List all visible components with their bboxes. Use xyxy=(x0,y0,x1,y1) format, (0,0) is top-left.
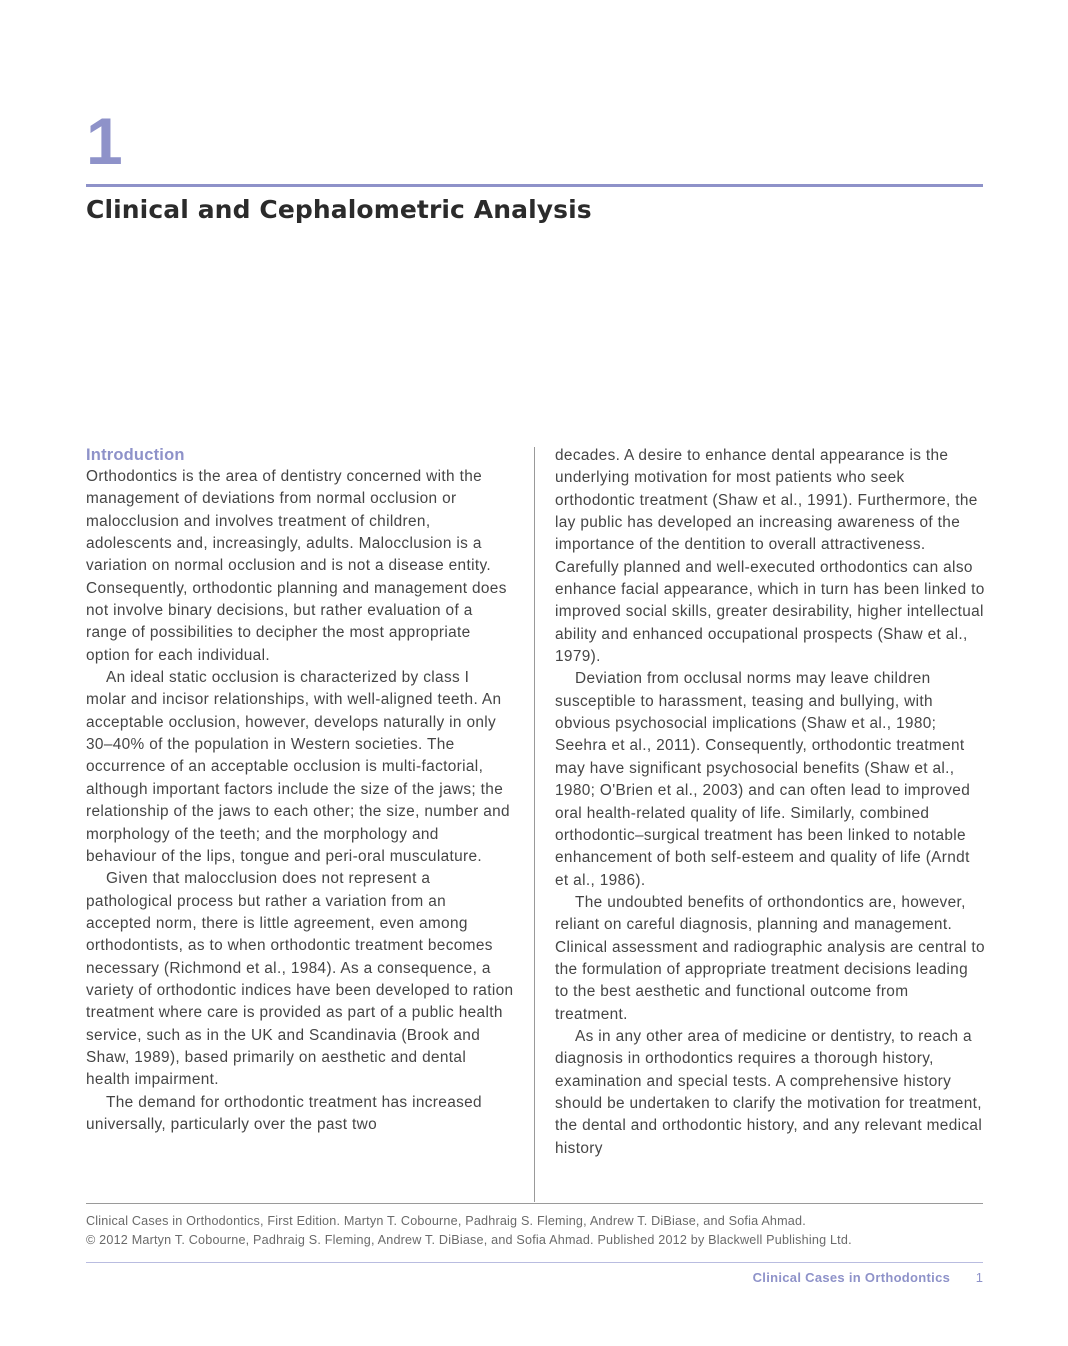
running-title: Clinical Cases in Orthodontics xyxy=(752,1270,951,1285)
column-divider xyxy=(534,447,535,1202)
chapter-title: Clinical and Cephalometric Analysis xyxy=(86,195,592,224)
footer-rule xyxy=(86,1203,983,1204)
paragraph: As in any other area of medicine or dentistry, to reach a diagnosis in orthodontics requires a thorough history, examination and special tests. A comprehensive history should be undertaken to clarify the motivation for treatment, the dental and orthodontic history, and any relevant medical history xyxy=(555,1027,983,1157)
chapter-number: 1 xyxy=(86,104,123,178)
section-heading: Introduction xyxy=(86,446,185,464)
left-column xyxy=(86,444,514,1136)
paragraph: Deviation from occlusal norms may leave children susceptible to harassment, teasing and bullying, with obvious psychosocial implications (Shaw et al., 1980; Seehra et al., 2011). Consequently, orthodontic treatment may have significant psychosocial benefits (Shaw et al., 1980; O'Brien et al., 2003) and can often lead to improved oral health-related quality of life. Similarly, combined orthodontic–surgical treatment has been linked to notable enhancement of both self-esteem and quality of life (Arndt et al., 1986). xyxy=(555,670,971,889)
paragraph: The demand for orthodontic treatment has increased universally, particularly over the past two xyxy=(86,1093,482,1133)
paragraph: Orthodontics is the area of dentistry concerned with the management of deviations from normal occlusion or malocclusion and involves treatment of children, adolescents and, increasingly, adults. Malocclusion is a variation on normal occlusion and is not a disease entity. Consequently, orthodontic planning and management does not involve binary decisions, but rather evaluation of a range of possibilities to decipher the most appropriate option for each individual. xyxy=(86,468,507,664)
paragraph: An ideal static occlusion is characterized by class I molar and incisor relationships, with well-aligned teeth. An acceptable occlusion, however, develops naturally in only 30–40% of the population in Western societies. The occurrence of an acceptable occlusion is multi-factorial, although important factors include the size of the jaws; the relationship of the jaws to each other; the size, number and morphology of the teeth; and the morphology and behaviour of the lips, tongue and peri-oral musculature. xyxy=(86,669,510,865)
paragraph: decades. A desire to enhance dental appearance is the underlying motivation for most patients who seek orthodontic treatment (Shaw et al., 1991). Furthermore, the lay public has developed an increasing awareness of the importance of the dentition to overall attractiveness. Carefully planned and well-executed orthodontics can also enhance facial appearance, which in turn has been linked to improved social skills, greater desirability, higher intellectual ability and enhanced occupational prospects (Shaw et al., 1979). xyxy=(555,447,985,666)
footer-citation xyxy=(86,1212,983,1250)
paragraph: The undoubted benefits of orthondontics are, however, reliant on careful diagnosis, planning and management. Clinical assessment and radiographic analysis are central to the formulation of appropriate treatment decisions leading to the best aesthetic and functional outcome from treatment. xyxy=(555,893,985,1023)
citation-line: Clinical Cases in Orthodontics, First Edition. Martyn T. Cobourne, Padhraig S. Fleming, Andrew T. DiBiase, and Sofia Ahmad. xyxy=(86,1214,806,1228)
right-column xyxy=(555,445,985,1160)
paragraph: Given that malocclusion does not represent a pathological process but rather a variation from an accepted norm, there is little agreement, even among orthodontists, as to when orthodontic treatment becomes necessary (Richmond et al., 1984). As a consequence, a variety of orthodontic indices have been developed to ration treatment where care is provided as part of a public health service, such as in the UK and Scandinavia (Brook and Shaw, 1989), based primarily on aesthetic and dental health impairment. xyxy=(86,870,514,1089)
running-footer-rule xyxy=(86,1262,983,1263)
running-footer xyxy=(753,1269,983,1287)
page-number: 1 xyxy=(975,1270,983,1285)
title-rule xyxy=(86,184,983,187)
copyright-line: © 2012 Martyn T. Cobourne, Padhraig S. Fleming, Andrew T. DiBiase, and Sofia Ahmad. Published 2012 by Blackwell Publishing Ltd. xyxy=(86,1233,852,1247)
